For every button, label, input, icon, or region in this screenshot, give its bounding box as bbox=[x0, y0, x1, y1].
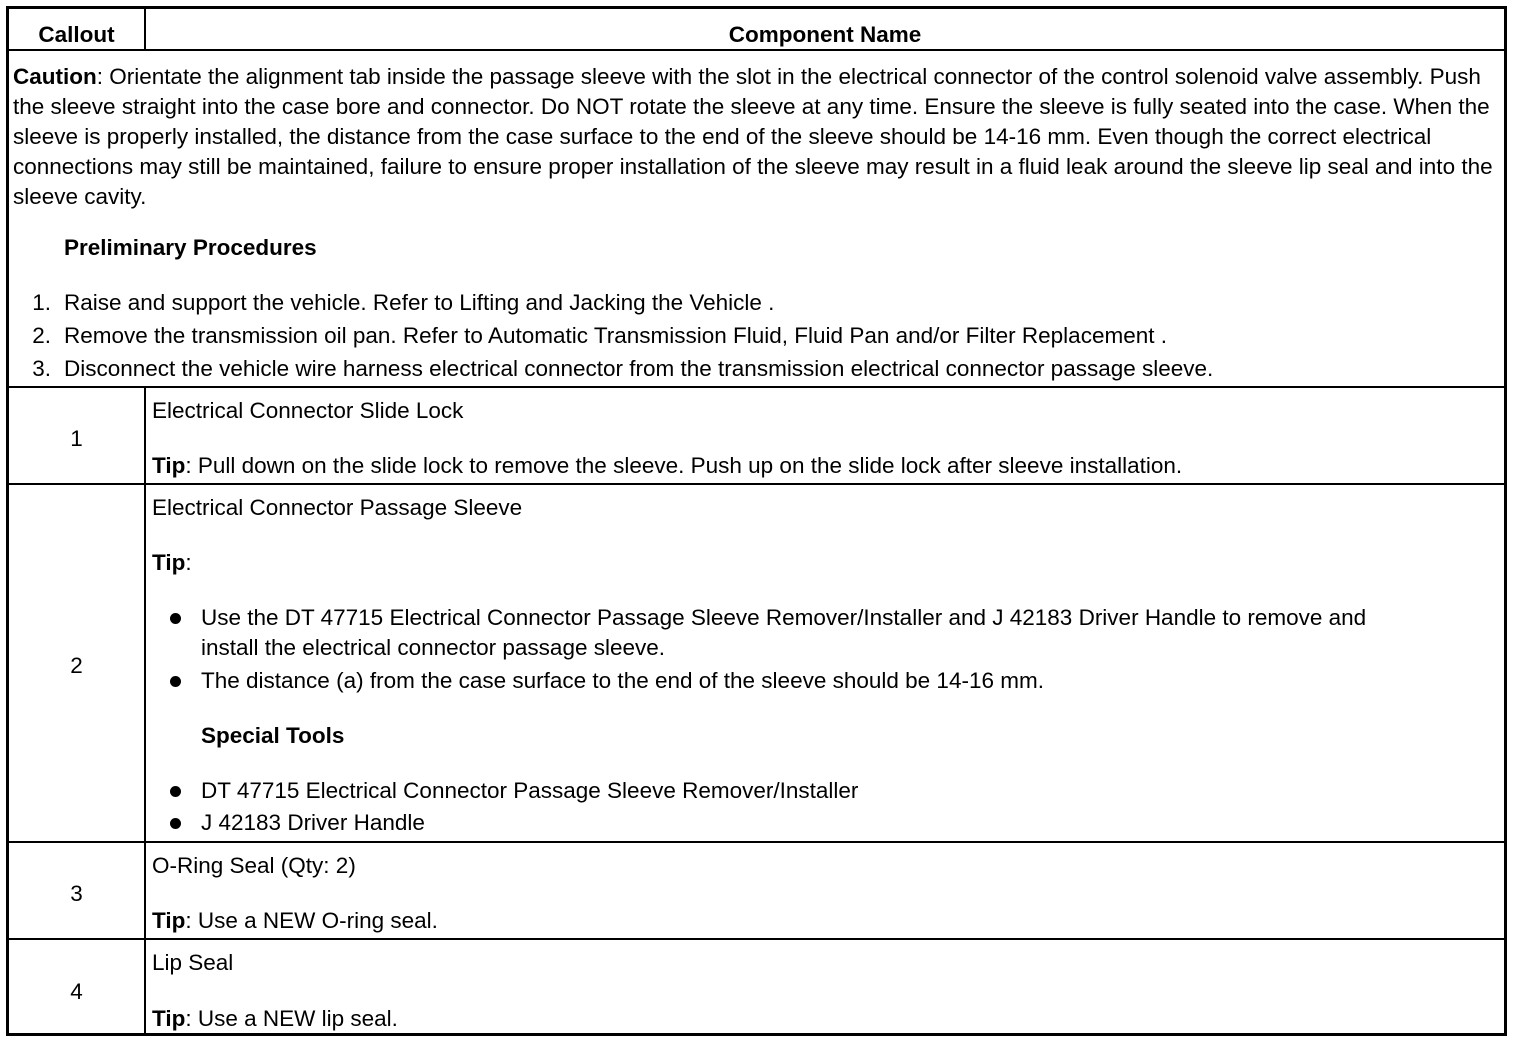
header-divider bbox=[144, 9, 146, 49]
tip-label: Tip bbox=[152, 550, 186, 575]
component-name: O-Ring Seal (Qty: 2) bbox=[152, 853, 356, 878]
step-number: 2. bbox=[32, 323, 51, 348]
caution-label: Caution bbox=[13, 64, 97, 89]
step-text: Disconnect the vehicle wire harness electrical connector from the transmission electrical connector passage sleeve. bbox=[64, 356, 1214, 381]
bullet-dot bbox=[170, 676, 181, 687]
header-callout: Callout bbox=[38, 22, 115, 47]
tip bbox=[152, 1004, 398, 1034]
bullet-dot bbox=[170, 613, 181, 624]
caution-text: : Orientate the alignment tab inside the passage sleeve with the slot in the electrical connector of the control solenoid valve assembly. Push the sleeve straight into the case bore and connector. Do NOT rotate the sleeve at any time. Ensure the sleeve is fully seated into the case. When the sleeve is properly installed, the distance from the case surface to the end of the sleeve should be 14-16 mm. Even though the correct electrical connections may still be maintained, failure to ensure proper installation of the sleeve may result in a fluid leak around the sleeve lip seal and into the sleeve cavity. bbox=[13, 64, 1493, 209]
step-number: 3. bbox=[32, 356, 51, 381]
special-tools-title: Special Tools bbox=[201, 723, 345, 748]
tip-label: Tip bbox=[152, 1006, 186, 1031]
row-rule bbox=[9, 483, 1504, 485]
caution-bottom-rule bbox=[9, 386, 1504, 388]
tip-text: : bbox=[185, 550, 192, 575]
component-name: Lip Seal bbox=[152, 950, 234, 975]
preliminary-procedures-title: Preliminary Procedures bbox=[64, 235, 317, 260]
tip bbox=[152, 451, 1182, 481]
callout-number: 2 bbox=[70, 653, 83, 678]
tip bbox=[152, 906, 438, 936]
bullet-text: Use the DT 47715 Electrical Connector Passage Sleeve Remover/Installer and J 42183 Driver Handle to remove and bbox=[201, 605, 1367, 630]
caution-note bbox=[13, 62, 1503, 212]
header-bottom-rule bbox=[9, 49, 1504, 51]
bullet-dot bbox=[170, 786, 181, 797]
component-name: Electrical Connector Passage Sleeve bbox=[152, 495, 523, 520]
step-number: 1. bbox=[32, 290, 51, 315]
step-text: Raise and support the vehicle. Refer to Lifting and Jacking the Vehicle . bbox=[64, 290, 775, 315]
bullet-dot bbox=[170, 818, 181, 829]
callout-number: 4 bbox=[70, 979, 83, 1004]
step-text: Remove the transmission oil pan. Refer to Automatic Transmission Fluid, Fluid Pan and/or Filter Replacement . bbox=[64, 323, 1167, 348]
row-rule bbox=[9, 841, 1504, 843]
tip-label: Tip bbox=[152, 908, 186, 933]
component-name: Electrical Connector Slide Lock bbox=[152, 398, 464, 423]
special-tool-item: DT 47715 Electrical Connector Passage Sleeve Remover/Installer bbox=[201, 778, 859, 803]
tip-label: Tip bbox=[152, 453, 186, 478]
tip bbox=[152, 548, 192, 578]
callout-number: 1 bbox=[70, 426, 83, 451]
bullet-text-continued: install the electrical connector passage sleeve. bbox=[201, 635, 666, 660]
tip-text: : Pull down on the slide lock to remove the sleeve. Push up on the slide lock after sleeve installation. bbox=[185, 453, 1183, 478]
bullet-text: The distance (a) from the case surface to the end of the sleeve should be 14-16 mm. bbox=[201, 668, 1044, 693]
component-table bbox=[6, 6, 1507, 1036]
tip-text: : Use a NEW lip seal. bbox=[185, 1006, 398, 1031]
header-component-name: Component Name bbox=[728, 22, 922, 47]
callout-number: 3 bbox=[70, 881, 83, 906]
special-tool-item: J 42183 Driver Handle bbox=[201, 810, 425, 835]
tip-text: : Use a NEW O-ring seal. bbox=[185, 908, 438, 933]
row-rule bbox=[9, 938, 1504, 940]
